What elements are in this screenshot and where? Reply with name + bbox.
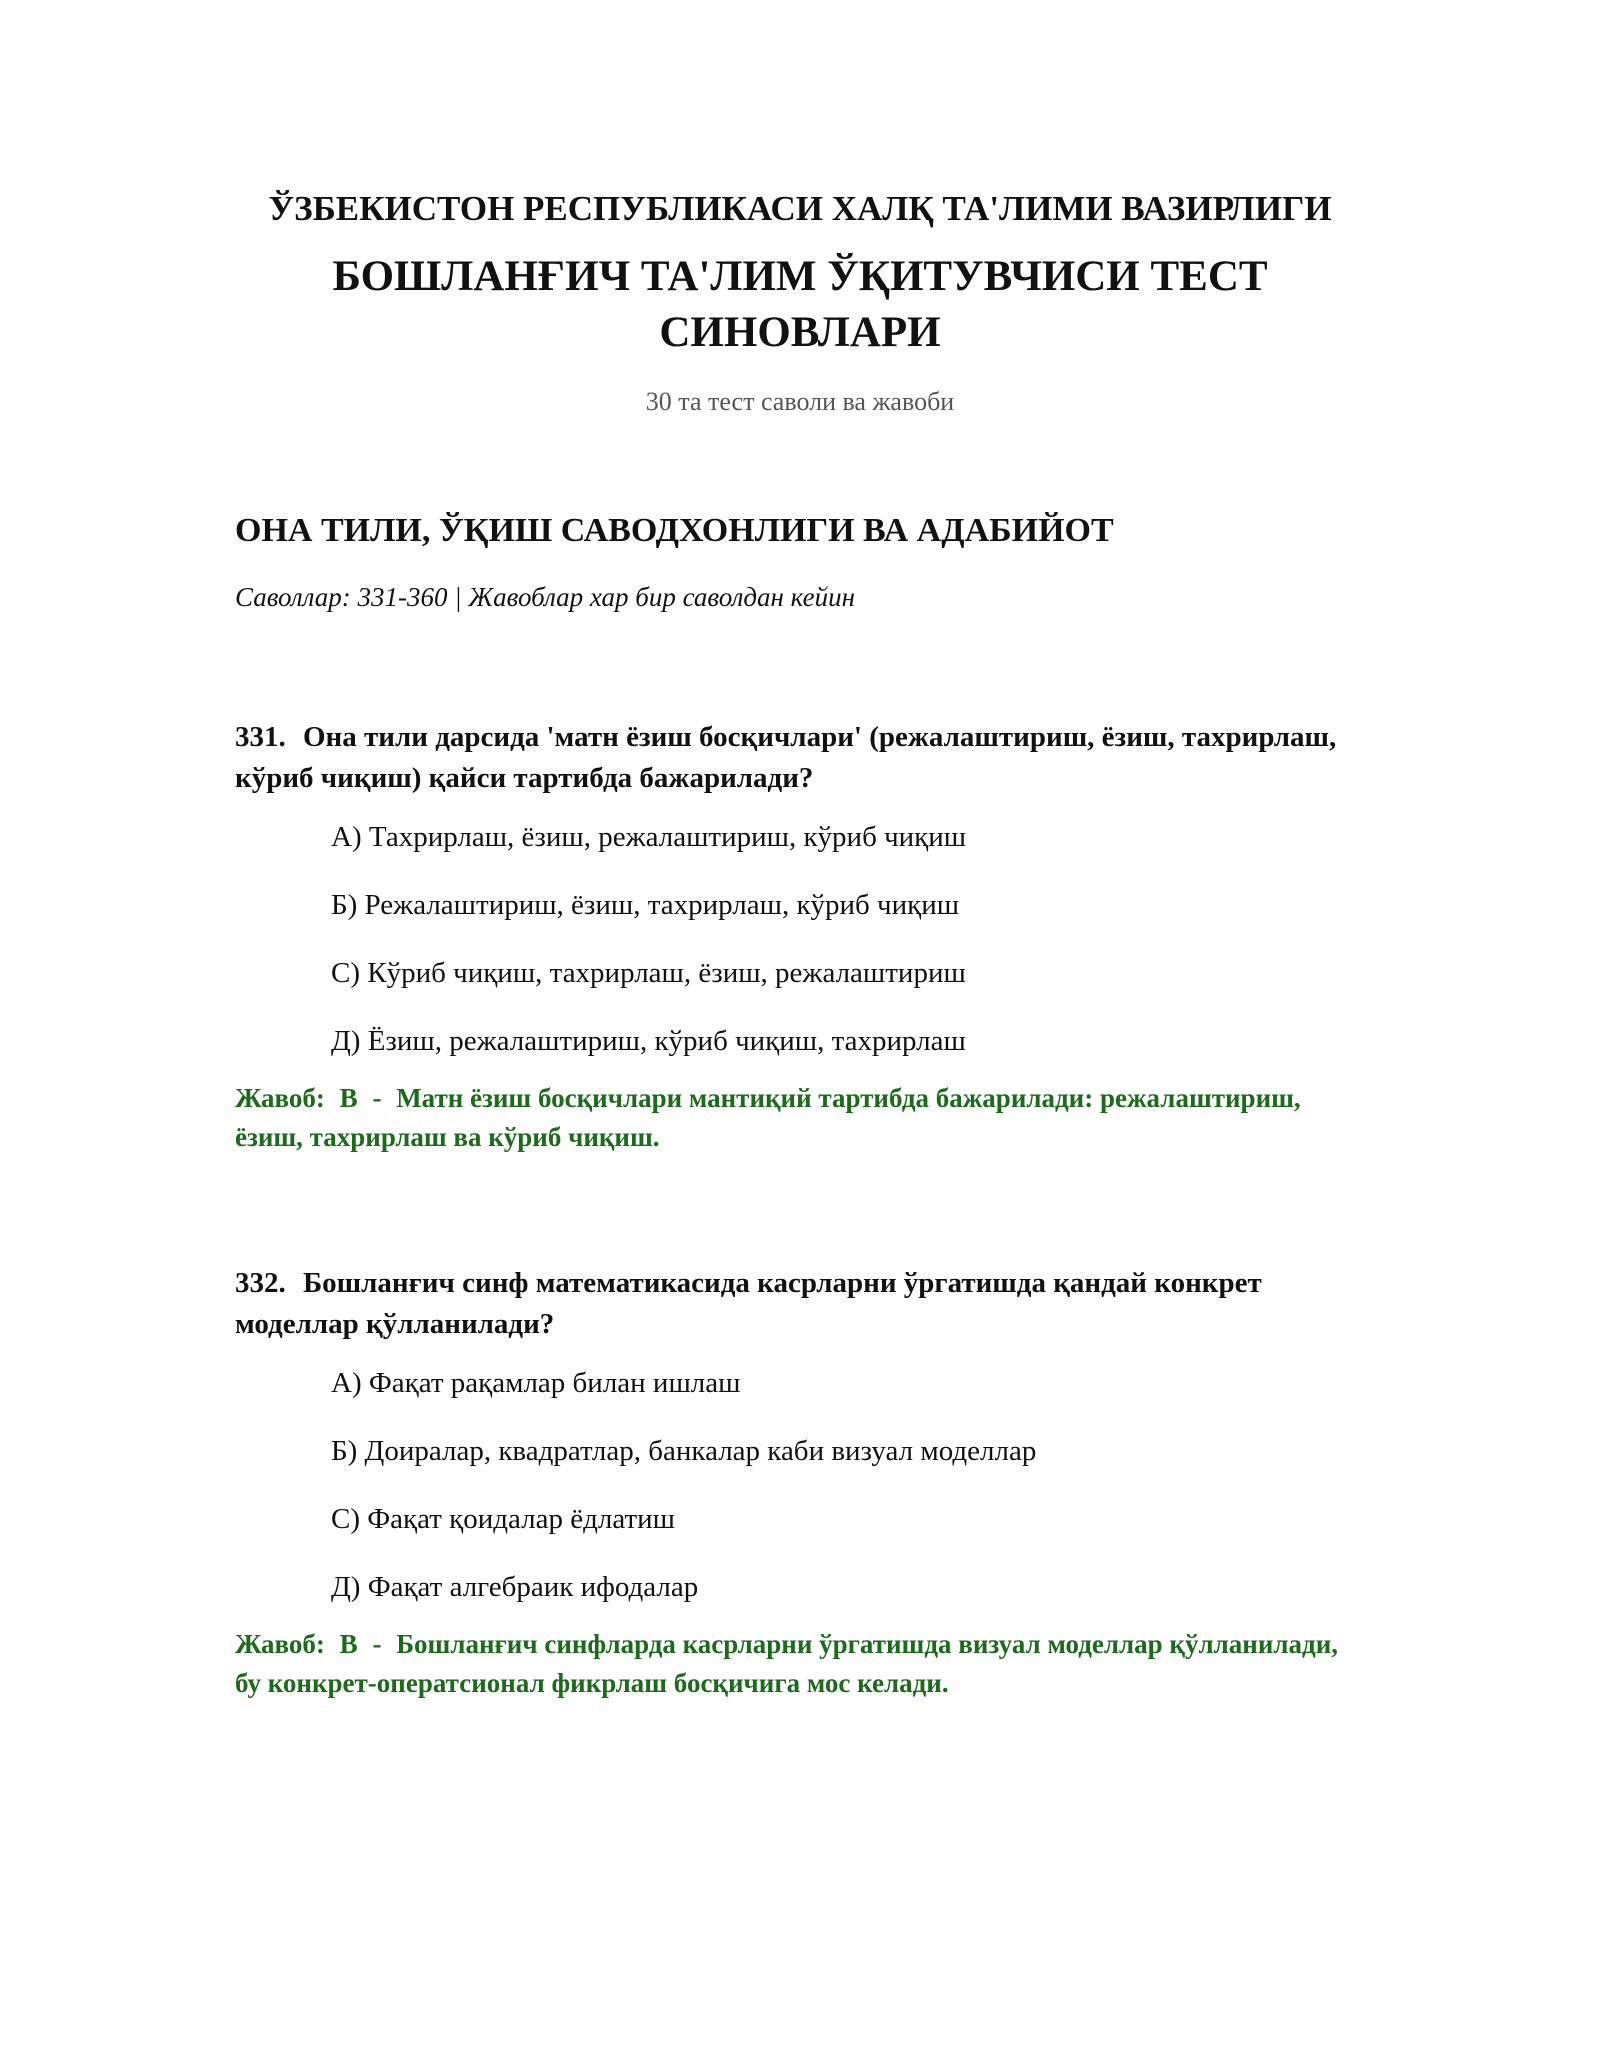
section-title: ОНА ТИЛИ, ЎҚИШ САВОДХОНЛИГИ ВА АДАБИЙОТ <box>235 512 1114 549</box>
question-number: 332. <box>235 1267 286 1299</box>
option-a: А) Тахрирлаш, ёзиш, режалаштириш, кўриб чиқиш <box>331 821 967 853</box>
question-block <box>235 1263 1365 1703</box>
question-body: Она тили дарсида 'матн ёзиш босқичлари' (режалаштириш, ёзиш, тахрирлаш, кўриб чиқиш) қайси тартибда бажарилади? <box>235 721 1337 794</box>
option-a: А) Фақат рақамлар билан ишлаш <box>331 1367 741 1399</box>
document-title: БОШЛАНҒИЧ ТА'ЛИМ ЎҚИТУВЧИСИ ТЕСТ СИНОВЛАРИ <box>332 253 1268 356</box>
document-subtitle: 30 та тест саволи ва жавоби <box>645 387 955 416</box>
question-number: 331. <box>235 721 286 753</box>
answer-text: Матн ёзиш босқичлари мантиқий тартибда бажарилади: режалаштириш, ёзиш, тахрирлаш ва кўриб чиқиш. <box>235 1083 1301 1152</box>
option-c: С) Кўриб чиқиш, тахрирлаш, ёзиш, режалаштириш <box>331 957 966 989</box>
answer-dash: - <box>372 1629 382 1659</box>
option-b: Б) Доиралар, квадратлар, банкалар каби визуал моделлар <box>331 1435 1037 1467</box>
section-meta: Саволлар: 331-360 | Жавоблар хар бир саволдан кейин <box>235 582 856 612</box>
answer-label: Жавоб: <box>235 1083 325 1113</box>
answer-explanation <box>235 1625 1365 1703</box>
answer-label: Жавоб: <box>235 1629 325 1659</box>
answer-dash: - <box>372 1083 382 1113</box>
answer-options <box>235 1365 1365 1605</box>
question-body: Бошланғич синф математикасида касрларни ўргатишда қандай конкрет моделлар қўлланилади? <box>235 1267 1262 1340</box>
option-c: С) Фақат қоидалар ёдлатиш <box>331 1503 675 1535</box>
option-d: Д) Ёзиш, режалаштириш, кўриб чиқиш, тахрирлаш <box>331 1025 966 1057</box>
answer-text: Бошланғич синфларда касрларни ўргатишда визуал моделлар қўлланилади, бу конкрет-оператсионал фикрлаш босқичига мос келади. <box>235 1629 1338 1698</box>
answer-options <box>235 819 1365 1059</box>
question-block <box>235 717 1365 1157</box>
subject-section <box>235 509 1365 615</box>
document-header <box>235 0 1365 419</box>
option-b: Б) Режалаштириш, ёзиш, тахрирлаш, кўриб чиқиш <box>331 889 960 921</box>
question-text <box>235 717 1365 799</box>
answer-letter: B <box>339 1083 358 1113</box>
answer-explanation <box>235 1079 1365 1157</box>
ministry-heading: ЎЗБЕКИСТОН РЕСПУБЛИКАСИ ХАЛҚ ТА'ЛИМИ ВАЗИРЛИГИ <box>268 189 1332 228</box>
question-text <box>235 1263 1365 1345</box>
option-d: Д) Фақат алгебраик ифодалар <box>331 1571 699 1603</box>
answer-letter: B <box>339 1629 358 1659</box>
